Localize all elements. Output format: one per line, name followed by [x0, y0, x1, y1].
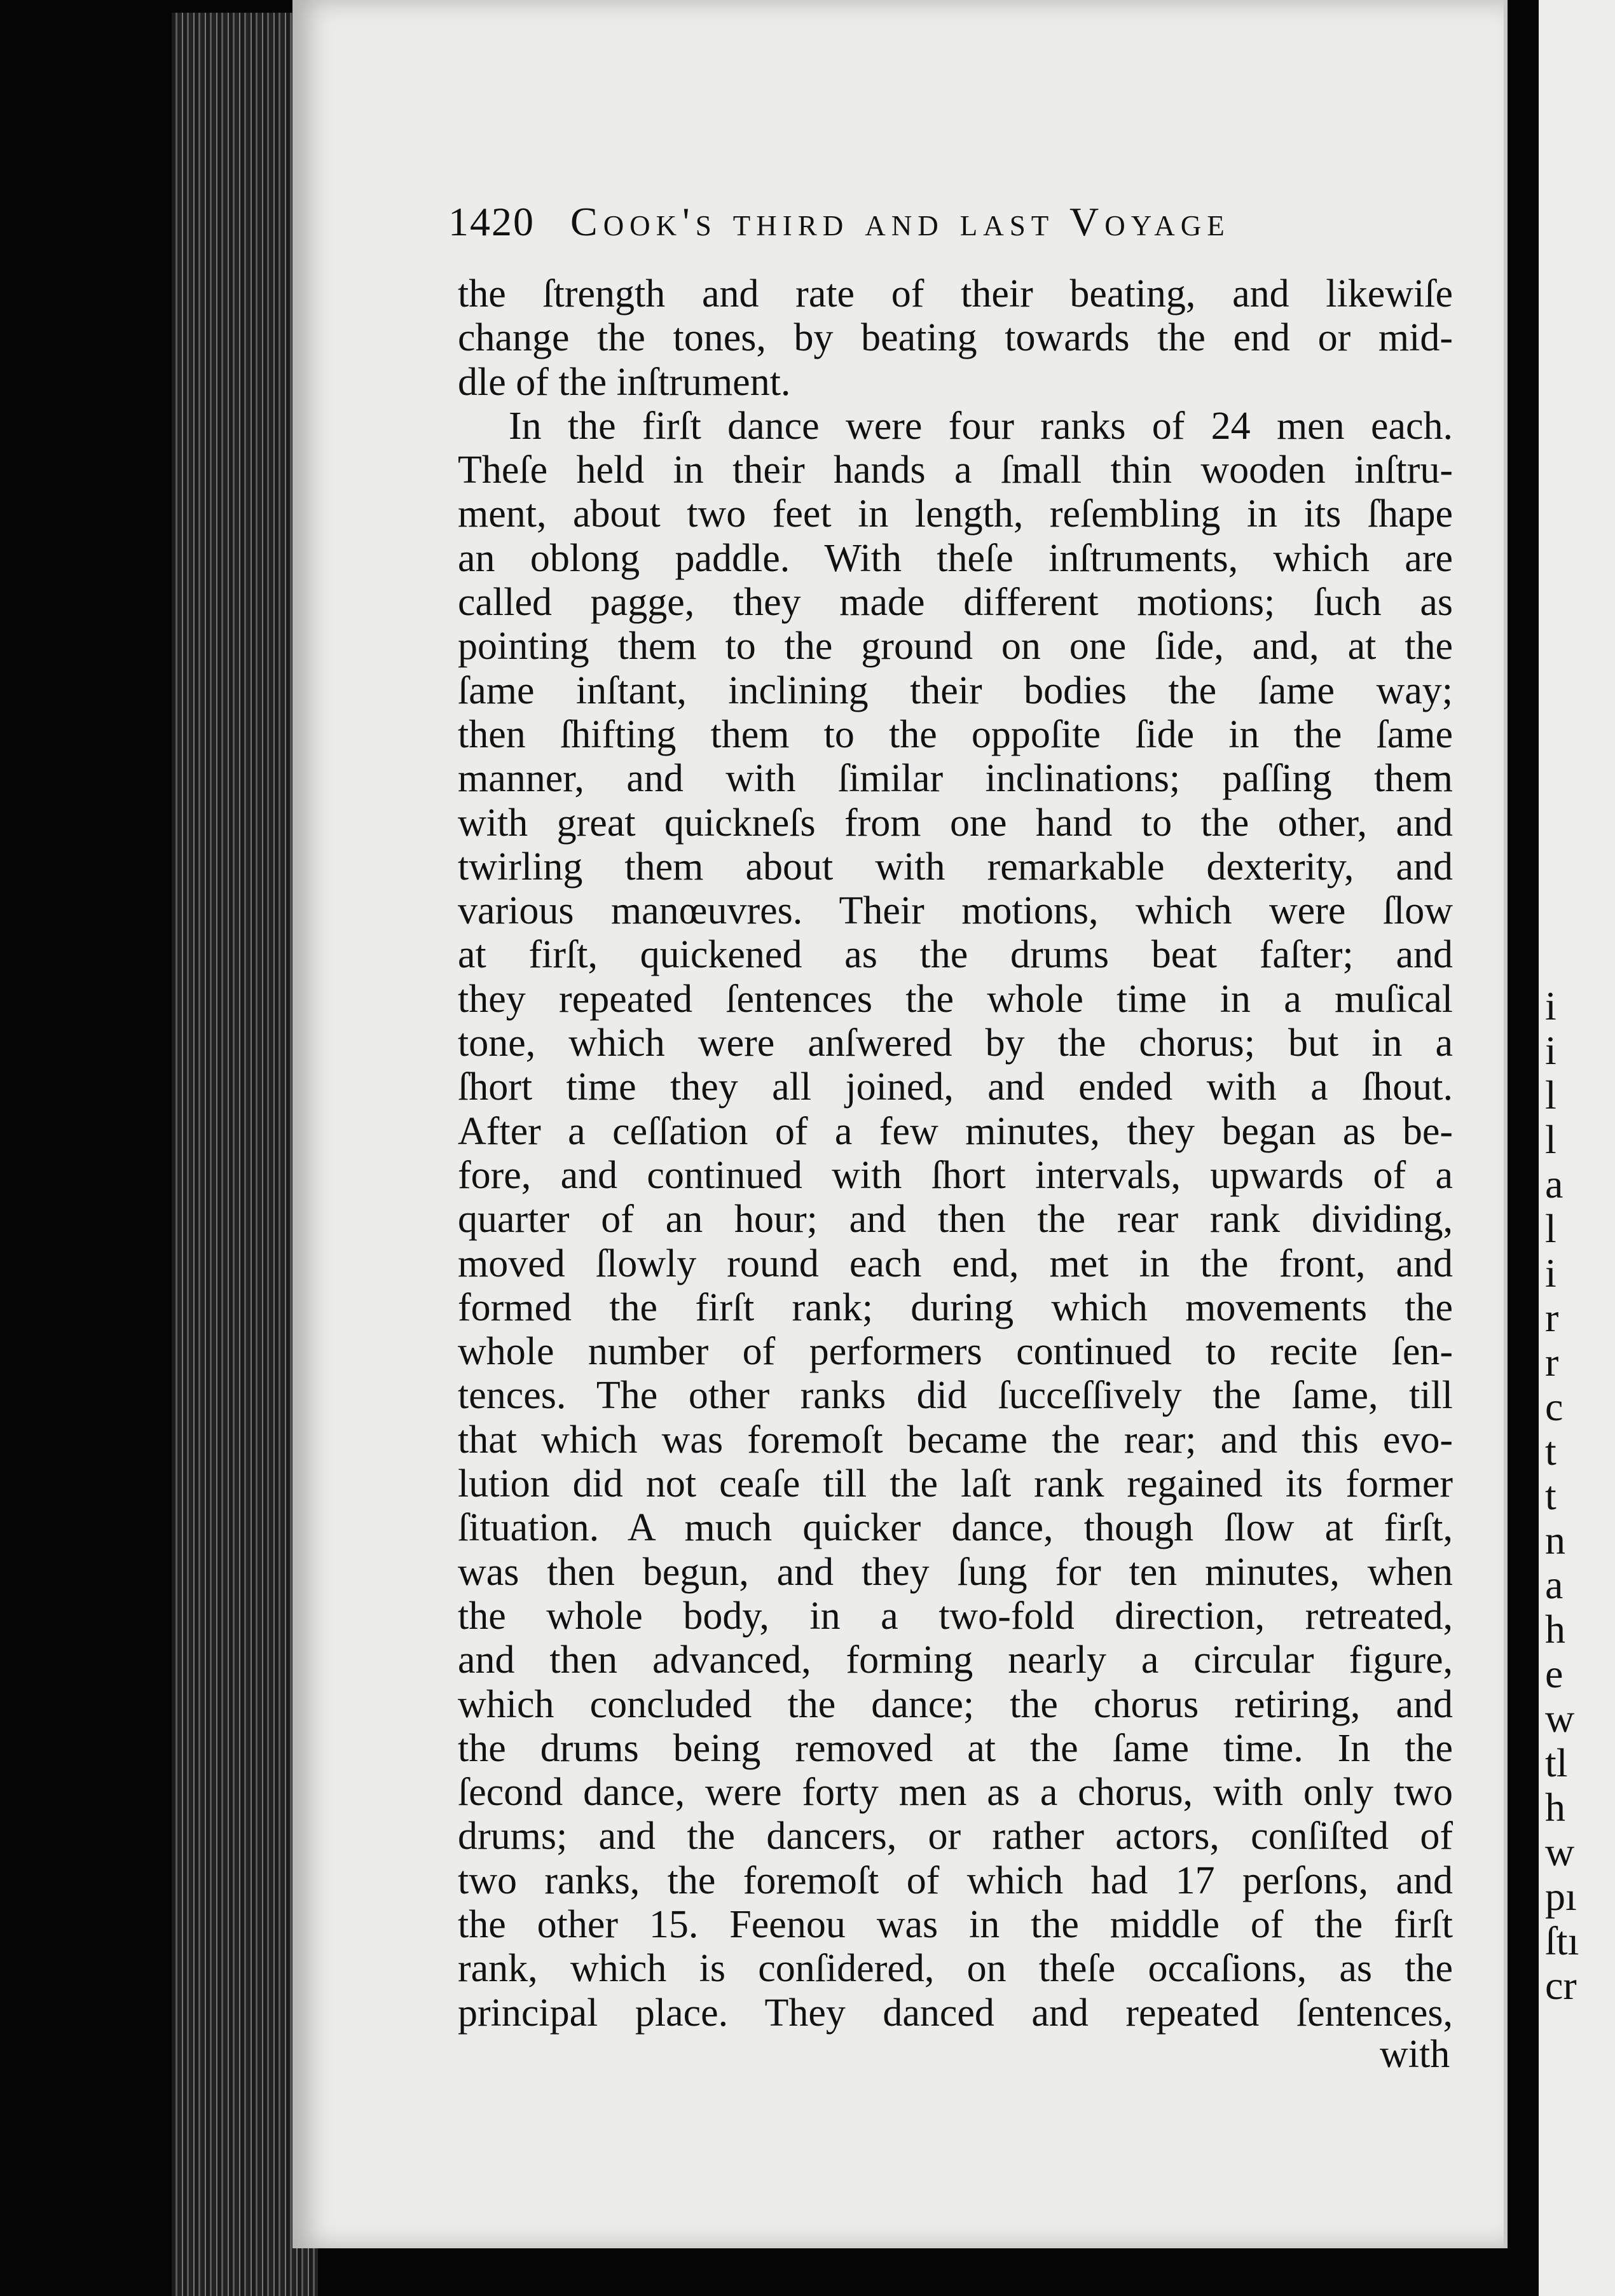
facing-page-fragment: pı — [1545, 1874, 1577, 1919]
text-line: ſhort time they all joined, and ended with a ſhout. — [458, 1065, 1453, 1109]
text-line: ſituation. A much quicker dance, though ſlow at firſt, — [458, 1506, 1453, 1550]
text-line: change the tones, by beating towards the end or mid- — [458, 316, 1453, 360]
facing-page-fragment: r — [1545, 1295, 1559, 1340]
facing-page-fragment: ſtı — [1545, 1918, 1579, 1963]
facing-page-fragment: w — [1545, 1829, 1575, 1874]
facing-page-fragment: h — [1545, 1785, 1565, 1830]
text-line: dle of the inſtrument. — [458, 360, 791, 404]
text-line: Theſe held in their hands a ſmall thin wooden inſtru- — [458, 448, 1453, 492]
text-line: twirling them about with remarkable dexterity, and — [458, 845, 1453, 889]
facing-page-fragment: n — [1545, 1518, 1565, 1563]
text-line: ſame inſtant, inclining their bodies the ſame way; — [458, 668, 1453, 712]
facing-page-fragment: i — [1545, 1028, 1557, 1073]
text-line: the ſtrength and rate of their beating, and likewiſe — [458, 272, 1453, 315]
text-line: they repeated ſentences the whole time in a muſical — [458, 977, 1453, 1021]
facing-page-fragment: a — [1545, 1161, 1563, 1207]
text-line: After a ceſſation of a few minutes, they began as be- — [458, 1109, 1453, 1153]
text-line: principal place. They danced and repeated ſentences, — [458, 1991, 1453, 2035]
text-line: various manœuvres. Their motions, which were ſlow — [458, 889, 1453, 933]
text-line: quarter of an hour; and then the rear rank dividing, — [458, 1198, 1453, 1241]
facing-page-fragment: l — [1545, 1206, 1557, 1251]
facing-page-edge — [1539, 0, 1615, 2296]
text-line: then ſhifting them to the oppoſite ſide in the ſame — [458, 712, 1453, 756]
text-line: lution did not ceaſe till the laſt rank regained its former — [458, 1462, 1453, 1506]
facing-page-fragment: i — [1545, 983, 1557, 1028]
text-line: an oblong paddle. With theſe inſtruments, which are — [458, 536, 1453, 580]
text-line: and then advanced, forming nearly a circular figure, — [458, 1638, 1453, 1682]
facing-page-fragment: r — [1545, 1339, 1559, 1385]
facing-page-fragment: c — [1545, 1384, 1563, 1429]
facing-page-fragment: l — [1545, 1072, 1557, 1117]
facing-page-fragment: tl — [1545, 1740, 1568, 1785]
facing-page-fragment: l — [1545, 1117, 1557, 1162]
text-line: at firſt, quickened as the drums beat faſter; and — [458, 933, 1453, 977]
text-line: drums; and the dancers, or rather actors, conſiſted of — [458, 1815, 1453, 1858]
facing-page-fragment: t — [1545, 1473, 1557, 1518]
body-text — [458, 272, 1453, 2035]
catchword: with — [1380, 2033, 1450, 2076]
text-line: with great quickneſs from one hand to the other, and — [458, 801, 1453, 845]
facing-page-fragment: h — [1545, 1607, 1565, 1652]
text-line: the other 15. Feenou was in the middle of the firſt — [458, 1902, 1453, 1946]
text-line: was then begun, and they ſung for ten minutes, when — [458, 1550, 1453, 1594]
text-line: rank, which is conſidered, on theſe occaſions, as the — [458, 1947, 1453, 1991]
text-line: tone, which were anſwered by the chorus; but in a — [458, 1021, 1453, 1065]
text-line: which concluded the dance; the chorus retiring, and — [458, 1682, 1453, 1726]
text-line: pointing them to the ground on one ſide, and, at the — [458, 625, 1453, 668]
text-line: ment, about two feet in length, reſembling in its ſhape — [458, 492, 1453, 536]
text-line: manner, and with ſimilar inclinations; paſſing them — [458, 757, 1453, 801]
text-line: tences. The other ranks did ſucceſſively the ſame, till — [458, 1374, 1453, 1418]
text-line: the whole body, in a two-fold direction, retreated, — [458, 1594, 1453, 1638]
facing-page-fragment: e — [1545, 1651, 1563, 1696]
facing-page-fragment: t — [1545, 1428, 1557, 1474]
running-head — [448, 198, 1230, 246]
text-line: two ranks, the foremoſt of which had 17 perſons, and — [458, 1858, 1453, 1902]
text-line: the drums being removed at the ſame time. In the — [458, 1726, 1453, 1770]
text-line: moved ſlowly round each end, met in the front, and — [458, 1241, 1453, 1285]
facing-page-fragment: i — [1545, 1250, 1557, 1296]
text-line: formed the firſt rank; during which movements the — [458, 1285, 1453, 1329]
page-number: 1420 — [448, 199, 535, 244]
text-line: called pagge, they made different motions; ſuch as — [458, 581, 1453, 625]
facing-page-fragment: w — [1545, 1696, 1575, 1741]
text-line: that which was foremoſt became the rear; and this evo- — [458, 1418, 1453, 1462]
facing-page-fragment: cr — [1545, 1963, 1577, 2008]
text-line: ſecond dance, were forty men as a chorus, with only two — [458, 1771, 1453, 1815]
facing-page-fragment: a — [1545, 1562, 1563, 1607]
text-line: fore, and continued with ſhort intervals, upwards of a — [458, 1153, 1453, 1197]
text-line: In the firſt dance were four ranks of 24 men each. — [509, 404, 1453, 448]
running-head-title: Cook's third and last Voyage — [570, 199, 1230, 244]
text-line: whole number of performers continued to recite ſen- — [458, 1330, 1453, 1374]
